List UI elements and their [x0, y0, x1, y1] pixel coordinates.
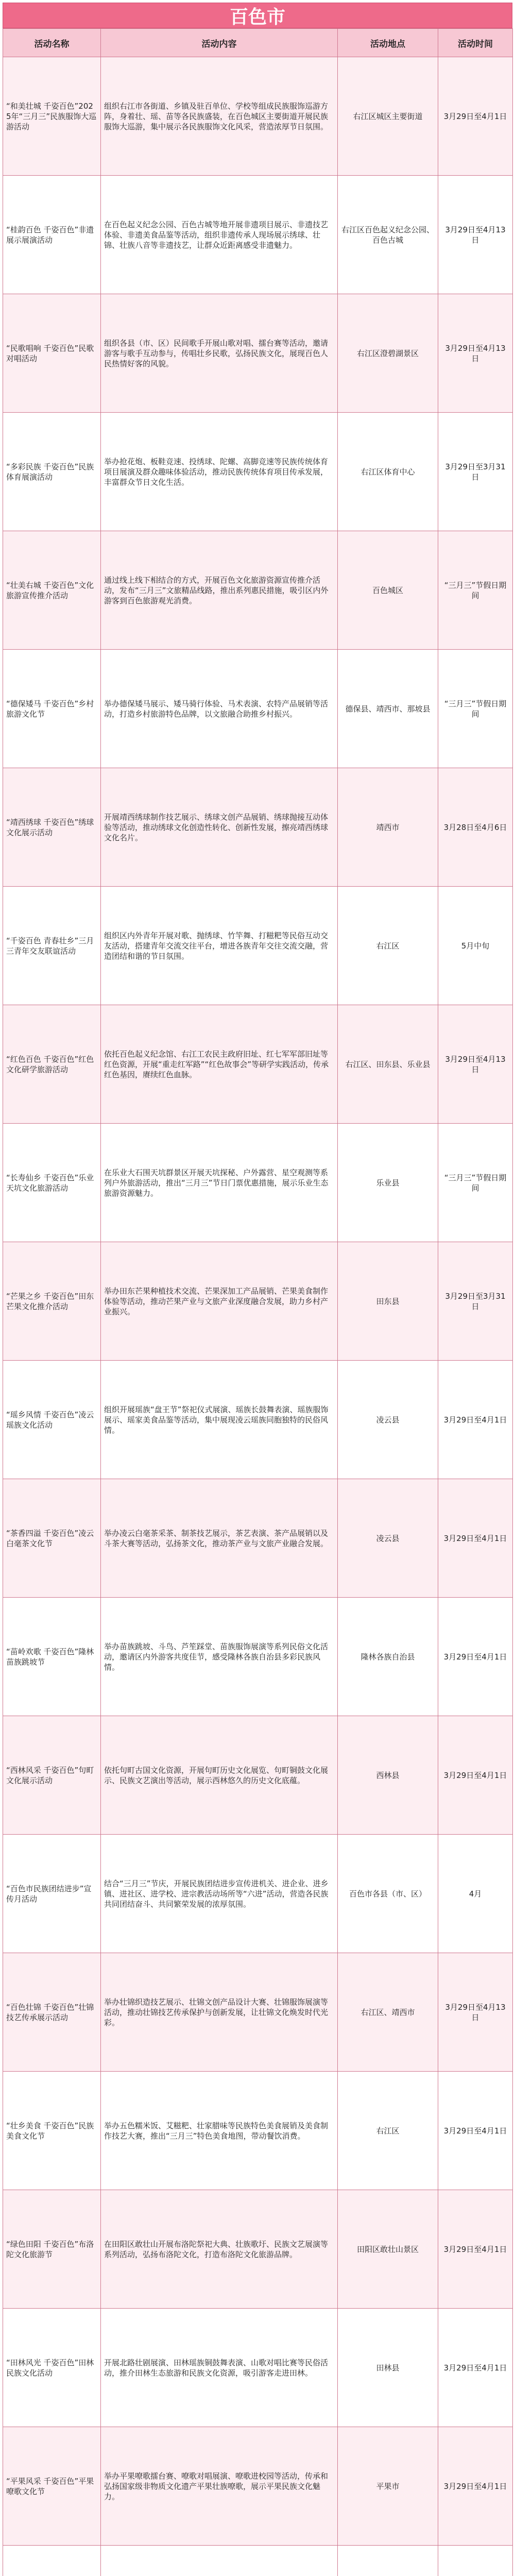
- row-activity-time: “三月三”节假日期间: [438, 1124, 513, 1242]
- row-activity-content: 开展靖西绣球制作技艺展示、绣球文创产品展销、绣球抛接互动体验等活动，推动绣球文化创造性转化、创新性发展，擦亮靖西绣球文化名片。: [101, 768, 338, 887]
- table-row: [3, 2309, 513, 2427]
- row-activity-time: 4月: [438, 1835, 513, 1953]
- column-header-time: 活动时间: [438, 29, 513, 57]
- table-row: [3, 650, 513, 768]
- row-activity-time: 3月29日至4月13日: [438, 1005, 513, 1124]
- row-activity-time: 5月中旬: [438, 887, 513, 1005]
- row-activity-time: 3月29日至3月31日: [438, 1242, 513, 1361]
- row-activity-location: [338, 2546, 438, 2576]
- row-activity-content: 举办抢花炮、板鞋竞速、投绣球、陀螺、高脚竞速等民族传统体育项目展演及群众趣味体验活动，推动民族传统体育项目传承发展，丰富群众节日文化生活。: [101, 413, 338, 531]
- row-activity-time: 3月29日至4月1日: [438, 1716, 513, 1835]
- table-row: [3, 1242, 513, 1361]
- row-activity-content: 举办壮锦织造技艺展示、壮锦文创产品设计大赛、壮锦服饰展演等活动，推动壮锦技艺传承保护与创新发展，让壮锦文化焕发时代光彩。: [101, 1953, 338, 2072]
- row-activity-name: [3, 2546, 101, 2576]
- table-row: [3, 294, 513, 413]
- row-activity-name: “绿色田阳 千姿百色”布洛陀文化旅游节: [3, 2190, 101, 2309]
- activity-table: [3, 28, 513, 2576]
- row-activity-location: 百色市各县（市、区）: [338, 1835, 438, 1953]
- table-row: [3, 531, 513, 650]
- table-row: [3, 2427, 513, 2546]
- row-activity-name: “苗岭欢歌 千姿百色”隆林苗族跳坡节: [3, 1598, 101, 1716]
- row-activity-name: “红色百色 千姿百色”红色文化研学旅游活动: [3, 1005, 101, 1124]
- row-activity-content: 开展北路壮剧展演、田林瑶族铜鼓舞表演、山歌对唱比赛等民俗活动，推介田林生态旅游和民族文化资源，吸引游客走进田林。: [101, 2309, 338, 2427]
- row-activity-time: 3月29日至3月31日: [438, 413, 513, 531]
- row-activity-name: “德保矮马 千姿百色”乡村旅游文化节: [3, 650, 101, 768]
- row-activity-location: 右江区百色起义纪念公园、百色古城: [338, 176, 438, 294]
- row-activity-name: “多彩民族 千姿百色”民族体育展演活动: [3, 413, 101, 531]
- table-header-row: [3, 29, 513, 57]
- table-row: [3, 2072, 513, 2190]
- row-activity-time: 3月29日至4月13日: [438, 294, 513, 413]
- column-header-content: 活动内容: [101, 29, 338, 57]
- row-activity-name: “民歌唱响 千姿百色”民歌对唱活动: [3, 294, 101, 413]
- row-activity-time: 3月29日至4月13日: [438, 176, 513, 294]
- row-activity-name: “茶香四溢 千姿百色”凌云白毫茶文化节: [3, 1479, 101, 1598]
- row-activity-location: 右江区城区主要街道: [338, 57, 438, 176]
- row-activity-location: 田阳区敢壮山景区: [338, 2190, 438, 2309]
- row-activity-location: 田林县: [338, 2309, 438, 2427]
- row-activity-name: “壮乡美食 千姿百色”民族美食文化节: [3, 2072, 101, 2190]
- row-activity-time: “三月三”节假日期间: [438, 531, 513, 650]
- table-row: [3, 1124, 513, 1242]
- table-row: [3, 176, 513, 294]
- table-row: [3, 1953, 513, 2072]
- page-title: 百色市: [3, 3, 512, 28]
- row-activity-location: 田东县: [338, 1242, 438, 1361]
- row-activity-location: 右江区: [338, 2072, 438, 2190]
- row-activity-content: 举办平果嘹歌擂台赛、嘹歌对唱展演、嘹歌进校园等活动，传承和弘扬国家级非物质文化遗产平果壮族嘹歌，展示平果民族文化魅力。: [101, 2427, 338, 2546]
- row-activity-content: 举办田东芒果种植技术交流、芒果深加工产品展销、芒果美食制作体验等活动，推动芒果产业与文旅产业深度融合发展，助力乡村产业振兴。: [101, 1242, 338, 1361]
- table-row: [3, 2546, 513, 2576]
- row-activity-time: 3月29日至4月1日: [438, 2309, 513, 2427]
- row-activity-time: “三月三”节假日期间: [438, 650, 513, 768]
- row-activity-location: 西林县: [338, 1716, 438, 1835]
- table-row: [3, 1479, 513, 1598]
- row-activity-name: “芒果之乡 千姿百色”田东芒果文化推介活动: [3, 1242, 101, 1361]
- row-activity-name: “壮美右城 千姿百色”文化旅游宣传推介活动: [3, 531, 101, 650]
- table-row: [3, 768, 513, 887]
- row-activity-time: 3月29日至4月13日: [438, 1953, 513, 2072]
- row-activity-location: 凌云县: [338, 1361, 438, 1479]
- table-row: [3, 413, 513, 531]
- row-activity-name: “百色市民族团结进步”宣传月活动: [3, 1835, 101, 1953]
- table-row: [3, 1835, 513, 1953]
- row-activity-name: “和美壮城 千姿百色”2025年“三月三”民族服饰大巡游活动: [3, 57, 101, 176]
- row-activity-location: 右江区、田东县、乐业县: [338, 1005, 438, 1124]
- row-activity-content: 通过线上线下相结合的方式，开展百色文化旅游资源宣传推介活动，发布“三月三”文旅精品线路，推出系列惠民措施，吸引区内外游客到百色旅游观光消费。: [101, 531, 338, 650]
- row-activity-location: 靖西市: [338, 768, 438, 887]
- table-row: [3, 2190, 513, 2309]
- row-activity-name: “平果风采 千姿百色”平果嘹歌文化节: [3, 2427, 101, 2546]
- row-activity-content: 在百色起义纪念公园、百色古城等地开展非遗项目展示、非遗技艺体验、非遗美食品鉴等活动，组织非遗传承人现场展示绣球、壮锦、壮族八音等非遗技艺，让群众近距离感受非遗魅力。: [101, 176, 338, 294]
- row-activity-time: 3月28日至4月6日: [438, 768, 513, 887]
- row-activity-name: “瑶乡风情 千姿百色”凌云瑶族文化活动: [3, 1361, 101, 1479]
- row-activity-content: 举办凌云白毫茶采茶、制茶技艺展示，茶艺表演、茶产品展销以及斗茶大赛等活动，弘扬茶文化，推动茶产业与文旅产业融合发展。: [101, 1479, 338, 1598]
- row-activity-content: 依托百色起义纪念馆、右江工农民主政府旧址、红七军军部旧址等红色资源，开展“重走红军路”“红色故事会”等研学实践活动，传承红色基因，赓续红色血脉。: [101, 1005, 338, 1124]
- row-activity-content: 举办德保矮马展示、矮马骑行体验、马术表演、农特产品展销等活动，打造乡村旅游特色品牌，以文旅融合助推乡村振兴。: [101, 650, 338, 768]
- row-activity-location: 右江区体育中心: [338, 413, 438, 531]
- column-header-location: 活动地点: [338, 29, 438, 57]
- table-row: [3, 1598, 513, 1716]
- table-row: [3, 1716, 513, 1835]
- row-activity-content: 依托句町古国文化资源，开展句町历史文化展览、句町铜鼓文化展示、民族文艺演出等活动，展示西林悠久的历史文化底蕴。: [101, 1716, 338, 1835]
- table-row: [3, 1361, 513, 1479]
- row-activity-content: 组织右江市各街道、乡镇及驻百单位、学校等组成民族服饰巡游方阵，身着壮、瑶、苗等各民族盛装，在百色城区主要街道开展民族服饰大巡游，集中展示各民族服饰文化风采，营造浓厚节日氛围。: [101, 57, 338, 176]
- row-activity-time: 3月29日至4月1日: [438, 2427, 513, 2546]
- row-activity-time: 3月29日至4月1日: [438, 1361, 513, 1479]
- row-activity-name: “桂韵百色 千姿百色”非遗展示展演活动: [3, 176, 101, 294]
- row-activity-location: 隆林各族自治县: [338, 1598, 438, 1716]
- row-activity-name: “靖西绣球 千姿百色”绣球文化展示活动: [3, 768, 101, 887]
- row-activity-time: 3月29日至4月1日: [438, 2190, 513, 2309]
- row-activity-time: [438, 2546, 513, 2576]
- row-activity-name: “千姿百色 青春壮乡”三月三青年交友联谊活动: [3, 887, 101, 1005]
- table-body: [3, 57, 513, 2576]
- row-activity-name: “长寿仙乡 千姿百色”乐业天坑文化旅游活动: [3, 1124, 101, 1242]
- row-activity-location: 德保县、靖西市、那坡县: [338, 650, 438, 768]
- row-activity-time: 3月29日至4月1日: [438, 1479, 513, 1598]
- row-activity-content: 举办五色糯米饭、艾糍粑、壮家腊味等民族特色美食展销及美食制作技艺大赛，推出“三月三”特色美食地图，带动餐饮消费。: [101, 2072, 338, 2190]
- row-activity-content: 组织各县（市、区）民间歌手开展山歌对唱、擂台赛等活动，邀请游客与歌手互动参与，传唱壮乡民歌，弘扬民族文化，展现百色人民热情好客的风貌。: [101, 294, 338, 413]
- table-row: [3, 1005, 513, 1124]
- row-activity-name: “田林风光 千姿百色”田林民族文化活动: [3, 2309, 101, 2427]
- row-activity-time: 3月29日至4月1日: [438, 57, 513, 176]
- row-activity-location: 凌云县: [338, 1479, 438, 1598]
- row-activity-content: 举办苗族跳坡、斗鸟、芦笙踩堂、苗族服饰展演等系列民俗文化活动，邀请区内外游客共度佳节，感受隆林各族自治县多彩民族风情。: [101, 1598, 338, 1716]
- row-activity-content: 在田阳区敢壮山开展布洛陀祭祀大典、壮族歌圩、民族文艺展演等系列活动，弘扬布洛陀文化，打造布洛陀文化旅游品牌。: [101, 2190, 338, 2309]
- row-activity-content: 在乐业大石围天坑群景区开展天坑探秘、户外露营、星空观测等系列户外旅游活动，推出“三月三”节日门票优惠措施，展示乐业生态旅游资源魅力。: [101, 1124, 338, 1242]
- row-activity-content: 组织区内外青年开展对歌、抛绣球、竹竿舞、打糍粑等民俗互动交友活动，搭建青年交流交往平台，增进各族青年交往交流交融，营造团结和谐的节日氛围。: [101, 887, 338, 1005]
- row-activity-name: “西林风采 千姿百色”句町文化展示活动: [3, 1716, 101, 1835]
- row-activity-location: 右江区、靖西市: [338, 1953, 438, 2072]
- row-activity-time: 3月29日至4月1日: [438, 2072, 513, 2190]
- row-activity-name: “百色壮锦 千姿百色”壮锦技艺传承展示活动: [3, 1953, 101, 2072]
- row-activity-location: 百色城区: [338, 531, 438, 650]
- row-activity-location: 右江区澄碧湖景区: [338, 294, 438, 413]
- row-activity-time: 3月29日至4月1日: [438, 1598, 513, 1716]
- row-activity-location: 平果市: [338, 2427, 438, 2546]
- row-activity-content: [101, 2546, 338, 2576]
- row-activity-location: 乐业县: [338, 1124, 438, 1242]
- row-activity-content: 结合“三月三”节庆，开展民族团结进步宣传进机关、进企业、进乡镇、进社区、进学校、进宗教活动场所等“六进”活动，营造各民族共同团结奋斗、共同繁荣发展的浓厚氛围。: [101, 1835, 338, 1953]
- row-activity-content: 组织开展瑶族“盘王节”祭祀仪式展演、瑶族长鼓舞表演、瑶族服饰展示、瑶家美食品鉴等活动，集中展现凌云瑶族同胞独特的民俗风情。: [101, 1361, 338, 1479]
- column-header-name: 活动名称: [3, 29, 101, 57]
- row-activity-location: 右江区: [338, 887, 438, 1005]
- table-row: [3, 57, 513, 176]
- table-row: [3, 887, 513, 1005]
